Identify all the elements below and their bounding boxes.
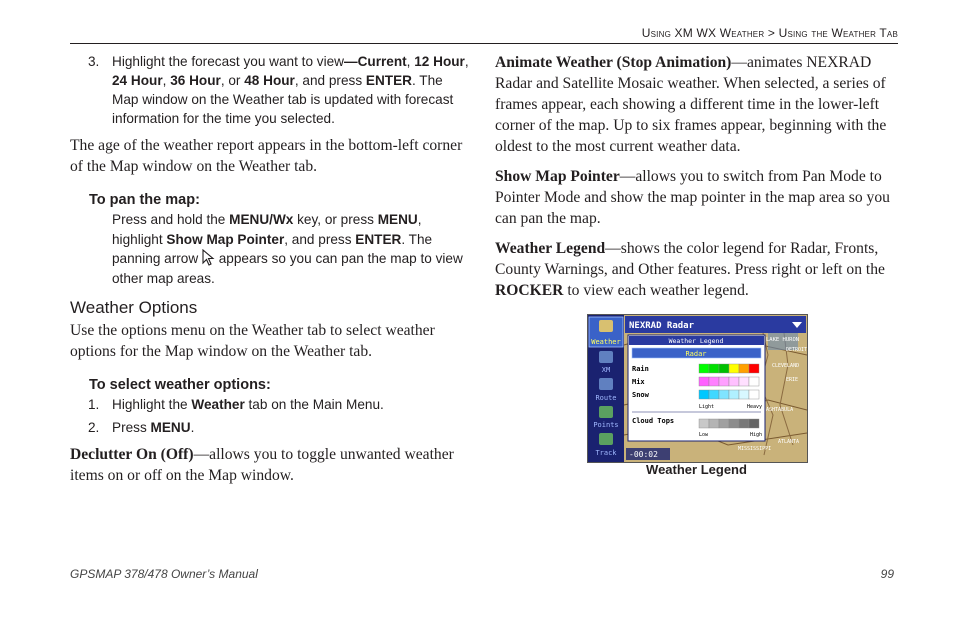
swatch-cloud — [749, 419, 759, 428]
em-dash: — — [343, 54, 358, 69]
swatch-mix — [719, 377, 729, 386]
step-text — [112, 52, 470, 128]
desc: to view each weather legend. — [563, 282, 749, 299]
swatch-rain — [749, 364, 759, 373]
term-show-map-pointer: Show Map Pointer — [495, 168, 620, 185]
pointer-paragraph — [495, 166, 900, 229]
right-column — [495, 52, 900, 301]
frame-time: -00:02 — [629, 450, 658, 459]
key-menu-wx: MENU/Wx — [229, 212, 294, 227]
swatch-mix — [739, 377, 749, 386]
text: , and press — [284, 231, 356, 247]
swatch-cloud — [719, 419, 729, 428]
route-icon — [599, 378, 613, 390]
text: tab on the Main Menu. — [244, 397, 384, 412]
legend-paragraph — [495, 238, 900, 301]
animate-paragraph — [495, 52, 900, 157]
term-weather-legend: Weather Legend — [495, 240, 606, 257]
text: Highlight the — [112, 397, 192, 412]
legend-scale-low: Low — [699, 432, 709, 438]
age-paragraph: The age of the weather report appears in the bottom-left corner of the Map window on the Weather tab. — [70, 137, 463, 175]
tab-weather[interactable] — [589, 317, 623, 347]
option-48-hour: 48 Hour — [244, 73, 295, 88]
swatch-snow — [699, 390, 709, 399]
pan-instructions — [112, 210, 470, 288]
map-label: MISSISSIPPI — [738, 446, 772, 452]
tab-label: XM — [601, 366, 611, 374]
text: . — [190, 420, 195, 435]
section-heading-weather-options: Weather Options — [70, 298, 198, 317]
desc: —allows you to toggle unwanted weather items on or off on the Map window. — [70, 446, 454, 484]
weather-icon — [599, 320, 613, 332]
step-text-part: Highlight the forecast you want to view — [112, 54, 344, 69]
term-animate: Animate Weather (Stop Animation) — [495, 54, 732, 71]
text: . The panning arrow — [112, 231, 433, 266]
step-3 — [70, 52, 470, 128]
map-label: ASHTABULA — [766, 407, 794, 413]
map-label: DETROIT — [786, 347, 807, 353]
sep: , or — [220, 73, 245, 88]
step-text — [112, 395, 470, 414]
tab-weather-ref: Weather — [191, 397, 245, 412]
header-separator: > — [764, 26, 779, 40]
legend-scale-heavy: Heavy — [747, 404, 763, 410]
text: , highlight — [112, 212, 422, 247]
header-rule — [70, 43, 898, 44]
option-36-hour: 36 Hour — [170, 73, 221, 88]
key-enter: ENTER — [365, 73, 412, 88]
step-2 — [70, 418, 470, 437]
legend-category-label: Radar — [685, 350, 707, 358]
track-icon — [599, 433, 613, 445]
sep: , and press — [294, 73, 366, 88]
legend-scale-light: Light — [699, 404, 715, 410]
swatch-rain — [719, 364, 729, 373]
step-number: 1. — [88, 397, 100, 412]
swatch-cloud — [709, 419, 719, 428]
sep: , — [162, 73, 171, 88]
swatch-snow — [739, 390, 749, 399]
swatch-cloud — [739, 419, 749, 428]
swatch-rain — [699, 364, 709, 373]
footer-manual-title: GPSMAP 378/478 Owner’s Manual — [70, 567, 258, 581]
step-1 — [70, 395, 470, 414]
header-section: Using the Weather Tab — [778, 26, 898, 40]
swatch-snow — [709, 390, 719, 399]
sep: , — [406, 54, 415, 69]
swatch-mix — [699, 377, 709, 386]
swatch-snow — [749, 390, 759, 399]
left-column — [70, 52, 470, 486]
page-number: 99 — [880, 567, 894, 581]
map-label: ERIE — [786, 377, 799, 383]
swatch-cloud — [699, 419, 709, 428]
option-24-hour: 24 Hour — [112, 73, 163, 88]
desc: —allows you to switch from Pan Mode to Pointer Mode and show the map pointer in the map area so you can pan the map. — [495, 168, 890, 227]
legend-row-cloud-tops: Cloud Tops — [632, 417, 675, 425]
panning-arrow-icon — [202, 249, 215, 266]
key-menu: MENU — [150, 420, 191, 435]
tab-label: Route — [595, 394, 617, 402]
options-paragraph: Use the options menu on the Weather tab to select weather options for the Map window on the Weather tab. — [70, 322, 435, 360]
legend-row-mix: Mix — [632, 378, 645, 386]
swatch-mix — [709, 377, 719, 386]
text: Press and hold the — [112, 212, 230, 227]
xm-icon — [599, 351, 613, 363]
swatch-rain — [709, 364, 719, 373]
swatch-rain — [729, 364, 739, 373]
key-menu: MENU — [377, 212, 418, 227]
figure-caption: Weather Legend — [646, 462, 747, 477]
desc: —animates NEXRAD Radar and Satellite Mosaic weather. When selected, a series of frames appear, each showing a different time in the lower-left corner of the map. Up to six frames appear, beginning with the oldest to the most current weather data. — [495, 54, 887, 155]
step-number: 2. — [88, 420, 100, 435]
desc: —shows the color legend for Radar, Fronts, County Warnings, and Other features. Press right or left on the — [495, 240, 885, 278]
map-label: ATLANTA — [778, 439, 800, 445]
map-label: CLEVELAND — [772, 363, 800, 369]
declutter-paragraph — [70, 444, 470, 486]
swatch-snow — [719, 390, 729, 399]
text: appears so you can pan the map to view other map areas. — [112, 251, 463, 286]
swatch-rain — [739, 364, 749, 373]
option-12-hour: 12 Hour — [414, 54, 465, 69]
swatch-mix — [749, 377, 759, 386]
tab-label: Track — [595, 449, 617, 457]
device-screen-svg — [588, 315, 807, 462]
tab-label: Points — [593, 421, 619, 429]
screen-title: NEXRAD Radar — [629, 321, 695, 331]
legend-scale-high: High — [750, 432, 763, 438]
select-options-heading: To select weather options: — [89, 377, 271, 393]
step-text-part: . The Map window on the Weather tab is updated with forecast information for the time you selected. — [112, 73, 454, 126]
swatch-mix — [729, 377, 739, 386]
tab-label: Weather — [591, 338, 621, 346]
map-label: LAKE HURON — [766, 337, 800, 343]
step-text — [112, 418, 470, 437]
term-declutter: Declutter On (Off) — [70, 446, 194, 463]
step-number: 3. — [88, 54, 100, 69]
legend-row-snow: Snow — [632, 391, 649, 399]
sep: , — [464, 54, 469, 69]
text: Press — [112, 420, 151, 435]
text: key, or press — [293, 212, 378, 227]
legend-row-rain: Rain — [632, 365, 649, 373]
running-header — [642, 26, 898, 40]
option-current: Current — [357, 54, 407, 69]
option-show-map-pointer: Show Map Pointer — [166, 231, 285, 247]
legend-window-title: Weather Legend — [668, 337, 724, 345]
device-screenshot — [587, 314, 808, 463]
points-icon — [599, 406, 613, 418]
swatch-snow — [729, 390, 739, 399]
swatch-cloud — [729, 419, 739, 428]
header-chapter: Using XM WX Weather — [641, 26, 765, 40]
key-rocker: ROCKER — [495, 282, 564, 299]
key-enter: ENTER — [355, 231, 402, 247]
pan-heading: To pan the map: — [89, 192, 200, 208]
